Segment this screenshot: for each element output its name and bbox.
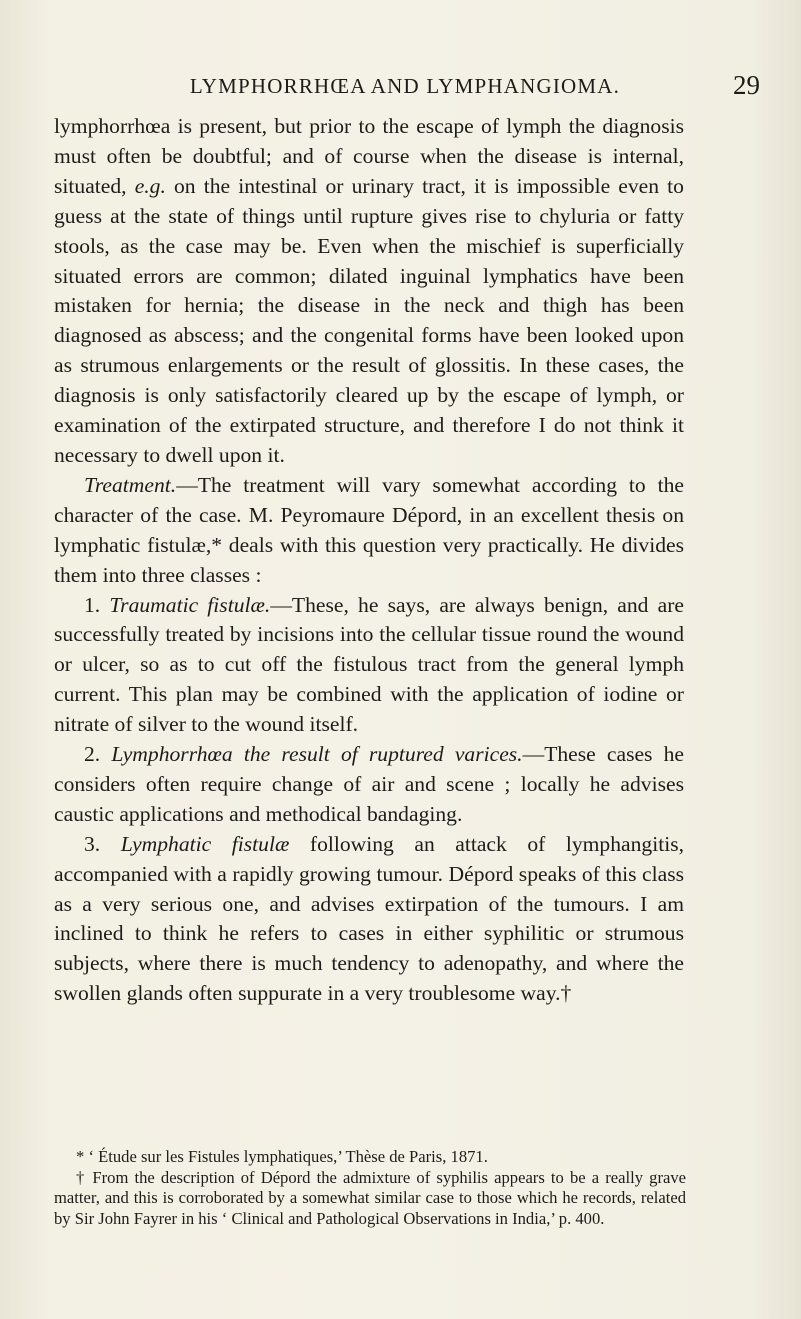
paragraph-class-3 [54, 830, 684, 1009]
treatment-heading: Treatment. [84, 472, 177, 497]
paragraph-class-2 [54, 740, 684, 830]
paragraph-diagnosis-italic: e.g. [134, 173, 166, 198]
class-3-heading: Lymphatic fistulæ [120, 831, 290, 856]
treatment-text: —The treatment will vary somewhat according to the character of the case. M. Peyromaure Dépord, in an excellent thesis on lymphatic fistulæ,* deals with this question very practically. He divides them into three classes : [54, 472, 684, 587]
class-1-heading: Traumatic fistulæ. [109, 592, 271, 617]
page-number: 29 [733, 70, 760, 100]
class-3-number: 3. [84, 831, 121, 856]
class-1-number: 1. [84, 592, 110, 617]
footnote-1: * ‘ Étude sur les Fistules lymphatiques,’ Thèse de Paris, 1871. [76, 1147, 488, 1166]
class-2-number: 2. [84, 742, 112, 767]
paragraph-class-1 [54, 591, 684, 741]
running-head: LYMPHORRHŒA AND LYMPHANGIOMA. [189, 74, 621, 98]
paragraph-diagnosis [54, 112, 684, 471]
page-header [90, 70, 760, 106]
class-2-heading: Lymphorrhœa the result of ruptured varices. [111, 742, 523, 767]
paragraph-diagnosis-text: lymphorrhœa is present, but prior to the escape of lymph the diagnosis must often be doubtful; and of course when the disease is internal, situated, [54, 114, 684, 198]
paragraph-diagnosis-rest: on the intestinal or urinary tract, it is impossible even to guess at the state of things until rupture gives rise to chyluria or fatty stools, as the case may be. Even when the mischief is superficially situated errors are common; dilated inguinal lymphatics have been mistaken for hernia; the disease in the neck and thigh has been diagnosed as abscess; and the congenital forms have been looked upon as strumous enlargements or the result of glossitis. In these cases, the diagnosis is only satisfactorily cleared up by the escape of lymph, or examination of the extirpated structure, and therefore I do not think it necessary to dwell upon it. [54, 173, 684, 467]
class-2-text: —These cases he considers often require change of air and scene ; locally he advises caustic applications and methodical bandaging. [54, 742, 685, 826]
class-1-text: —These, he says, are always benign, and are successfully treated by incisions into the cellular tissue round the wound or ulcer, so as to cut off the fistulous tract from the general lymph current. This plan may be combined with the application of iodine or nitrate of silver to the wound itself. [54, 592, 684, 737]
paragraph-treatment [54, 471, 684, 591]
body-text [54, 112, 684, 1009]
class-3-text: following an attack of lymphangitis, accompanied with a rapidly growing tumour. Dépord speaks of this class as a very serious one, and advises extirpation of the tumours. I am inclined to think he refers to cases in either syphilitic or strumous subjects, where there is much tendency to adenopathy, and where the swollen glands often suppurate in a very troublesome way.† [54, 831, 684, 1006]
footnotes [54, 1147, 686, 1229]
footnote-2: † From the description of Dépord the admixture of syphilis appears to be a really grave matter, and this is corroborated by a somewhat similar case to those which he records, related by Sir John Fayrer in his ‘ Clinical and Pathological Observations in India,’ p. 400. [54, 1167, 686, 1228]
